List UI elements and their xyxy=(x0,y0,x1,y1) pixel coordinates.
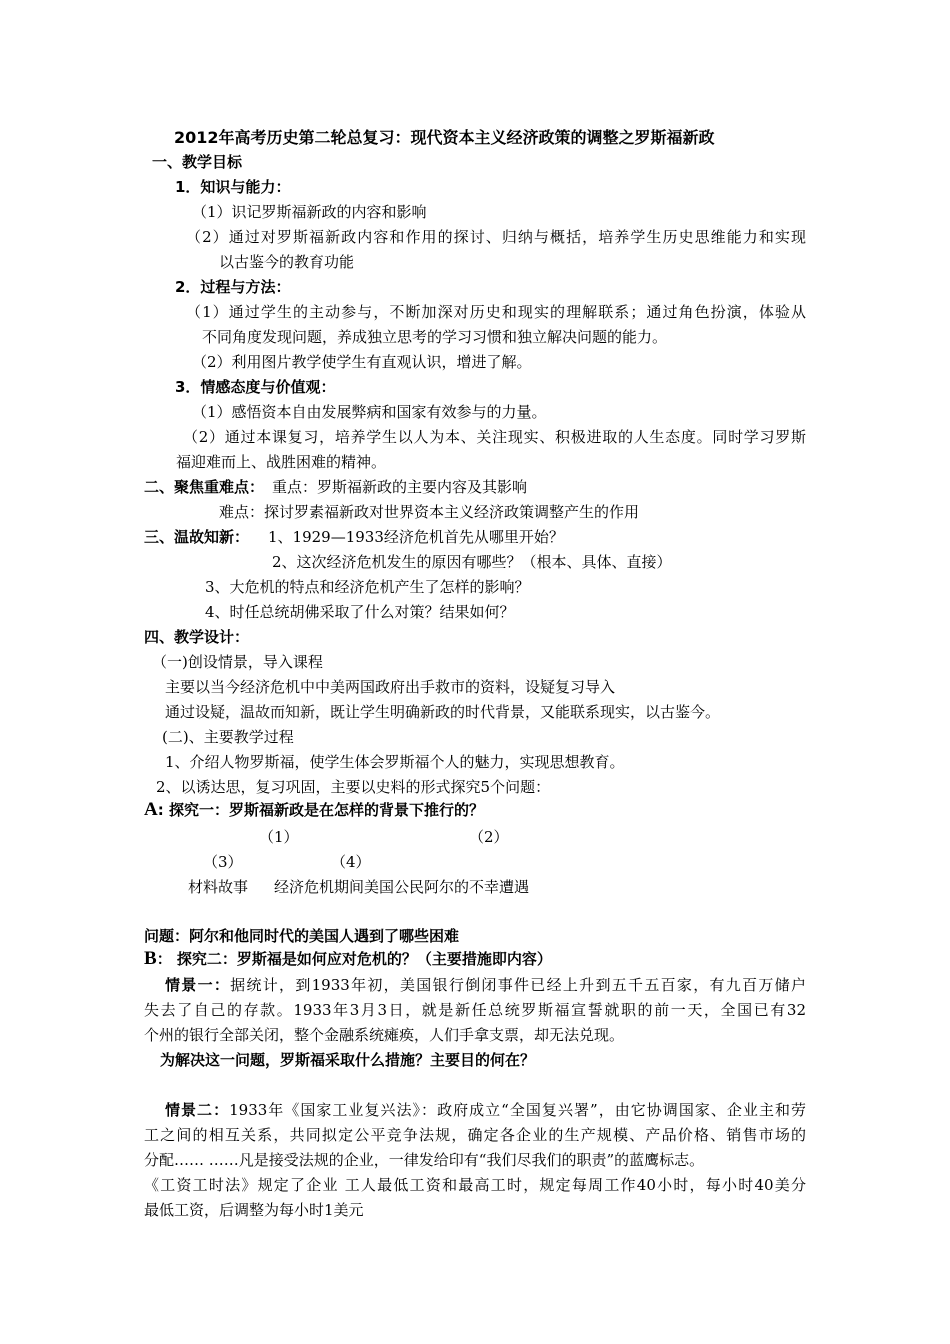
process-item-1-line-1: （1）通过学生的主动参与，不断加深对历史和现实的理解联系；通过角色扮演，体验从 xyxy=(186,303,806,321)
design-sub-heading-1: （一)创设情景，导入课程 xyxy=(152,653,323,671)
design-sub-heading-2: (二)、主要教学过程 xyxy=(162,728,294,746)
knowledge-item-1: （1）识记罗斯福新政的内容和影响 xyxy=(192,203,427,221)
document-title: 2012年高考历史第二轮总复习：现代资本主义经济政策的调整之罗斯福新政 xyxy=(174,128,715,147)
scenario-1-line-1-text: 据统计，到1933年初，美国银行倒闭事件已经上升到五千五百家，有九百万储户 xyxy=(230,976,806,994)
section-heading-review: 三、温故知新： xyxy=(144,528,250,546)
design-sub1-paragraph-2: 通过设疑，温故而知新，既让学生明确新政的时代背景，又能联系现实，以古鉴今。 xyxy=(165,703,721,721)
inquiry-b-letter: B xyxy=(144,948,157,969)
image-caption-2: （2） xyxy=(469,828,509,846)
section-heading-goals: 一、教学目标 xyxy=(152,153,243,171)
inquiry-b-heading xyxy=(144,949,552,969)
review-question-2: 2、这次经济危机发生的原因有哪些？（根本、具体、直接） xyxy=(272,553,672,571)
scenario-2-line-1-text: 1933年《国家工业复兴法》：政府成立“全国复兴署”，由它协调国家、企业主和劳 xyxy=(229,1101,806,1119)
emotion-item-1: （1）感悟资本自由发展弊病和国家有效参与的力量。 xyxy=(192,403,547,421)
scenario-2-line-5: 最低工资，后调整为每小时1美元 xyxy=(144,1201,364,1219)
story-label: 材料故事 xyxy=(188,878,249,896)
subheading-knowledge: 1．知识与能力： xyxy=(175,178,291,196)
scenario-2-line-3: 分配…… ……凡是接受法规的企业，一律发给印有“我们尽我们的职责”的蓝鹰标志。 xyxy=(144,1151,705,1169)
inquiry-a-text: : 探究一：罗斯福新政是在怎样的背景下推行的？ xyxy=(157,801,484,819)
image-caption-3: （3） xyxy=(203,853,243,871)
subheading-process: 2．过程与方法： xyxy=(175,278,291,296)
emotion-item-2-line-1: （2）通过本课复习，培养学生以人为本、关注现实、积极进取的人生态度。同时学习罗斯 xyxy=(183,428,806,446)
inquiry-b-text: ： 探究二：罗斯福是如何应对危机的？（主要措施即内容） xyxy=(156,950,552,968)
focus-key-point: 重点：罗斯福新政的主要内容及其影响 xyxy=(272,478,528,496)
inquiry-a-heading xyxy=(144,800,484,820)
scenario-1-label: 情景一： xyxy=(165,976,231,994)
scenario-2-label: 情景二： xyxy=(165,1101,230,1119)
scenario-1-line-1 xyxy=(165,975,806,995)
inquiry-a-question: 问题：阿尔和他同时代的美国人遇到了哪些困难 xyxy=(144,927,460,945)
teaching-step-2: 2、以诱达思，复习巩固，主要以史料的形式探究5个问题： xyxy=(156,778,551,796)
review-question-1: 1、1929—1933经济危机首先从哪里开始？ xyxy=(268,528,564,546)
story-text: 经济危机期间美国公民阿尔的不幸遭遇 xyxy=(274,878,530,896)
section-heading-focus: 二、聚焦重难点： xyxy=(144,478,265,496)
image-caption-1: （1） xyxy=(259,828,299,846)
scenario-2-line-4: 《工资工时法》规定了企业 工人最低工资和最高工时，规定每周工作40小时，每小时40美分 xyxy=(144,1176,806,1194)
design-sub1-paragraph-1: 主要以当今经济危机中中美两国政府出手救市的资料，设疑复习导入 xyxy=(165,678,616,696)
image-caption-4: （4） xyxy=(331,853,371,871)
section-heading-design: 四、教学设计： xyxy=(144,628,250,646)
scenario-1-line-3: 个州的银行全部关闭，整个金融系统瘫痪，人们手拿支票，却无法兑现。 xyxy=(144,1026,625,1044)
knowledge-item-2-line-2: 以古鉴今的教育功能 xyxy=(219,253,355,271)
focus-difficult-point: 难点：探讨罗素福新政对世界资本主义经济政策调整产生的作用 xyxy=(219,503,640,521)
emotion-item-2-line-2: 福迎难而上、战胜困难的精神。 xyxy=(176,453,387,471)
teaching-step-1: 1、介绍人物罗斯福，使学生体会罗斯福个人的魅力，实现思想教育。 xyxy=(165,753,625,771)
scenario-1-line-2: 失去了自己的存款。1933年3月3日，就是新任总统罗斯福宣誓就职的前一天，全国已有32 xyxy=(144,1001,806,1019)
knowledge-item-2-line-1: （2）通过对罗斯福新政内容和作用的探讨、归纳与概括，培养学生历史思维能力和实现 xyxy=(186,228,806,246)
subheading-emotion: 3．情感态度与价值观： xyxy=(175,378,336,396)
review-question-4: 4、时任总统胡佛采取了什么对策？结果如何？ xyxy=(205,603,515,621)
process-item-2: （2）利用图片教学使学生有直观认识，增进了解。 xyxy=(192,353,532,371)
scenario-2-line-2: 工之间的相互关系，共同拟定公平竞争法规，确定各企业的生产规模、产品价格、销售市场的 xyxy=(144,1126,806,1144)
scenario-2-line-1 xyxy=(165,1100,806,1120)
process-item-1-line-2: 不同角度发现问题，养成独立思考的学习习惯和独立解决问题的能力。 xyxy=(202,328,668,346)
inquiry-a-letter: A xyxy=(144,799,158,820)
scenario-1-question: 为解决这一问题，罗斯福采取什么措施？主要目的何在？ xyxy=(160,1051,536,1069)
review-question-3: 3、大危机的特点和经济危机产生了怎样的影响？ xyxy=(205,578,530,596)
